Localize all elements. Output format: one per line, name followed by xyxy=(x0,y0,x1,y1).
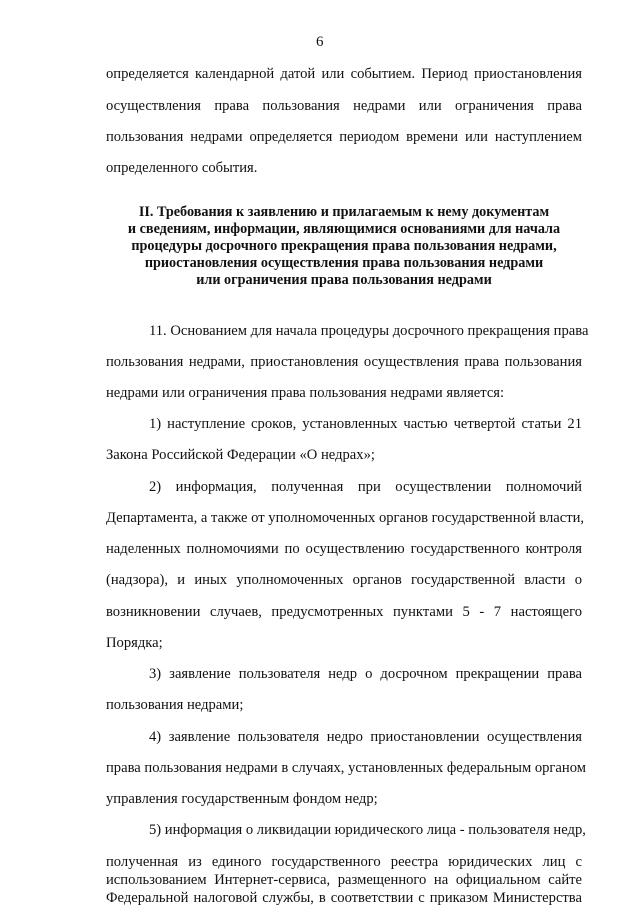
body-line: права пользования недрами в случаях, установленных федеральным органом xyxy=(106,760,586,776)
intro-line: пользования недрами определяется периодом времени или наступлением xyxy=(106,129,582,145)
intro-line: осуществления права пользования недрами или ограничения права xyxy=(106,98,582,114)
section-heading-line: и сведениям, информации, являющимися основаниями для начала xyxy=(127,221,561,237)
section-heading-line: процедуры досрочного прекращения права пользования недрами, xyxy=(131,238,557,254)
body-line: полученная из единого государственного реестра юридических лиц с xyxy=(106,854,582,870)
intro-line: определенного события. xyxy=(106,160,258,176)
intro-line: определяется календарной датой или событием. Период приостановления xyxy=(106,66,582,82)
body-line: (надзора), и иных уполномоченных органов государственной власти о xyxy=(106,572,582,588)
body-line: недрами или ограничения права пользования недрами является: xyxy=(106,385,505,401)
page-number: 6 xyxy=(316,34,324,50)
body-line: использованием Интернет-сервиса, размещенного на официальном сайте xyxy=(106,872,582,888)
body-line: 5) информация о ликвидации юридического лица - пользователя недр, xyxy=(149,822,586,838)
body-line: пользования недрами, приостановления осуществления права пользования xyxy=(106,354,582,370)
body-line: 3) заявление пользователя недр о досрочном прекращении права xyxy=(149,666,582,682)
body-line: возникновении случаев, предусмотренных пунктами 5 - 7 настоящего xyxy=(106,604,582,620)
body-line: Закона Российской Федерации «О недрах»; xyxy=(106,447,375,463)
section-heading-line: II. Требования к заявлению и прилагаемым к нему документам xyxy=(138,204,550,220)
body-line: Федеральной налоговой службы, в соответствии с приказом Министерства xyxy=(106,890,582,906)
body-line: пользования недрами; xyxy=(106,697,244,713)
body-line: наделенных полномочиями по осуществлению государственного контроля xyxy=(106,541,582,557)
body-line: 11. Основанием для начала процедуры досрочного прекращения права xyxy=(149,323,589,339)
body-line: Департамента, а также от уполномоченных органов государственной власти, xyxy=(106,510,585,526)
body-line: 4) заявление пользователя недро приостановлении осуществления xyxy=(149,729,582,745)
body-line: 2) информация, полученная при осуществлении полномочий xyxy=(149,479,582,495)
section-heading-line: или ограничения права пользования недрами xyxy=(196,272,492,288)
body-line: 1) наступление сроков, установленных частью четвертой статьи 21 xyxy=(149,416,582,432)
section-heading-line: приостановления осуществления права пользования недрами xyxy=(144,255,544,271)
body-line: Порядка; xyxy=(106,635,163,651)
body-line: управления государственным фондом недр; xyxy=(106,791,378,807)
